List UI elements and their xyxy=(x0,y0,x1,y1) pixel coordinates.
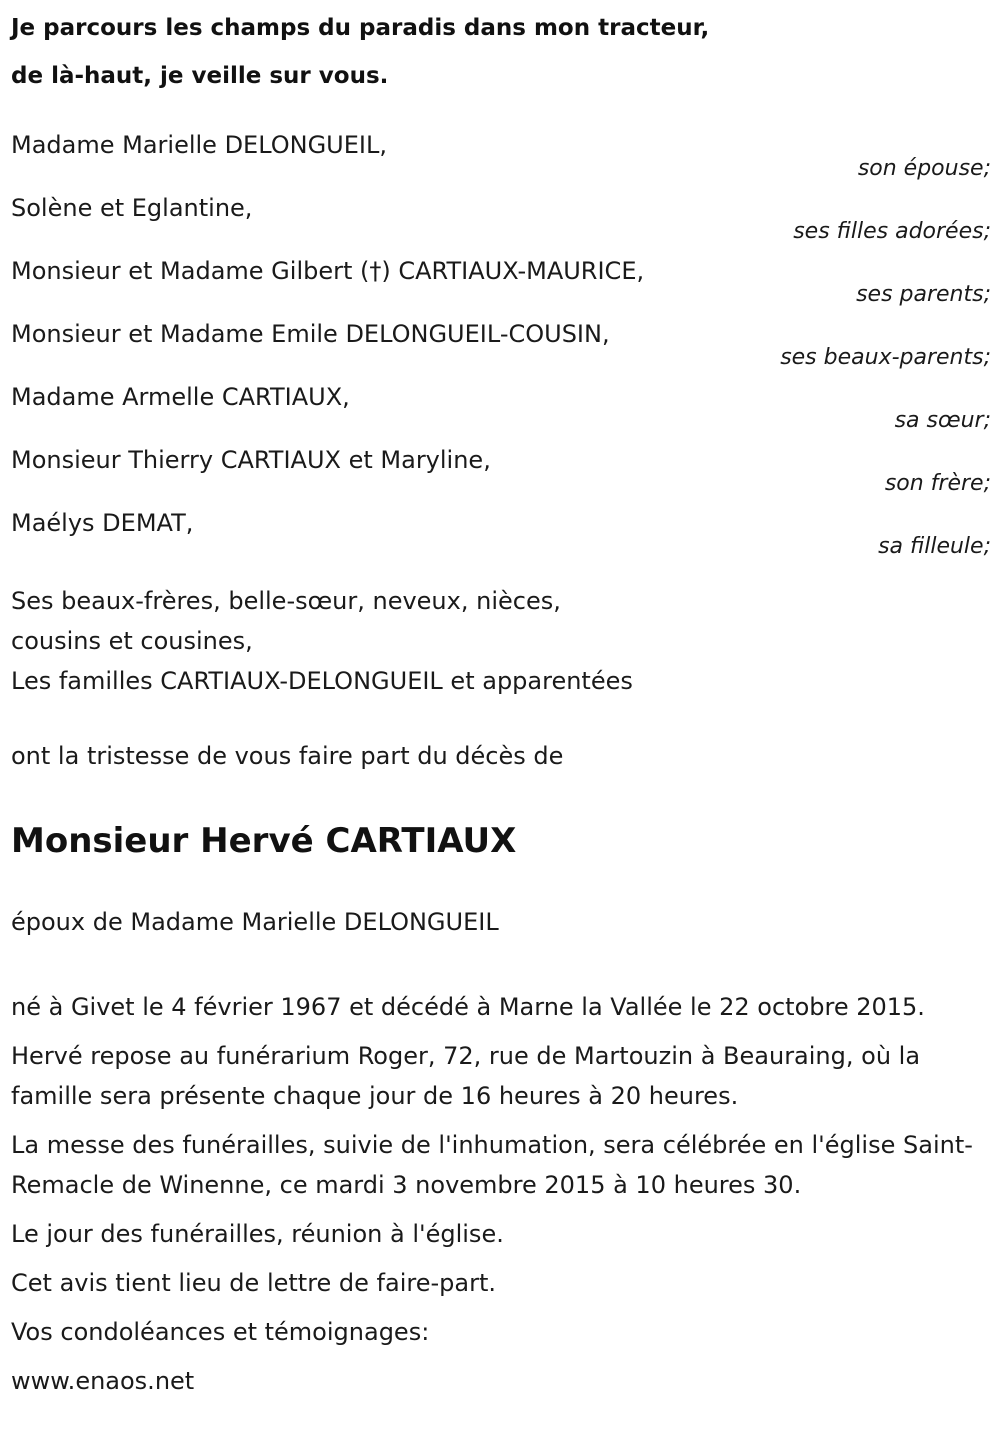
epigraph-line-2: de là-haut, je veille sur vous. xyxy=(11,63,389,89)
family-member-name: Monsieur et Madame Gilbert (†) CARTIAUX-MAURICE, xyxy=(11,257,645,285)
family-entry xyxy=(11,382,991,445)
condolences-paragraph: Vos condoléances et témoignages: xyxy=(11,1318,430,1346)
family-entry xyxy=(11,193,991,256)
epigraph-line-1: Je parcours les champs du paradis dans mon tracteur, xyxy=(11,15,710,41)
website-link[interactable]: www.enaos.net xyxy=(11,1367,195,1395)
extended-family-line-1: Ses beaux-frères, belle-sœur, neveux, nièces, xyxy=(11,587,561,615)
extended-family xyxy=(11,581,991,701)
family-member-relation: ses parents; xyxy=(856,282,991,307)
family-member-relation: son épouse; xyxy=(857,156,991,181)
birth-death-paragraph: né à Givet le 4 février 1967 et décédé à Marne la Vallée le 22 octobre 2015. xyxy=(11,993,925,1021)
family-member-name: Madame Armelle CARTIAUX, xyxy=(11,383,350,411)
family-member-name: Monsieur et Madame Emile DELONGUEIL-COUSIN, xyxy=(11,320,610,348)
family-member-relation: ses beaux-parents; xyxy=(780,345,991,370)
extended-family-line-3: Les familles CARTIAUX-DELONGUEIL et apparentées xyxy=(11,667,633,695)
family-entry xyxy=(11,319,991,382)
family-member-relation: sa filleule; xyxy=(878,534,991,559)
gathering-paragraph: Le jour des funérailles, réunion à l'église. xyxy=(11,1220,504,1248)
family-list xyxy=(11,130,991,571)
family-member-relation: sa sœur; xyxy=(894,408,991,433)
family-member-name: Monsieur Thierry CARTIAUX et Maryline, xyxy=(11,446,491,474)
announcement: ont la tristesse de vous faire part du décès de xyxy=(11,742,564,770)
family-entry xyxy=(11,508,991,571)
family-member-relation: son frère; xyxy=(884,471,991,496)
extended-family-line-2: cousins et cousines, xyxy=(11,627,253,655)
family-entry xyxy=(11,256,991,319)
spouse-line: époux de Madame Marielle DELONGUEIL xyxy=(11,908,499,936)
family-member-name: Maélys DEMAT, xyxy=(11,509,194,537)
notice-paragraph: Cet avis tient lieu de lettre de faire-part. xyxy=(11,1269,496,1297)
obituary-notice xyxy=(11,0,991,1401)
family-member-name: Madame Marielle DELONGUEIL, xyxy=(11,131,387,159)
funerarium-paragraph: Hervé repose au funérarium Roger, 72, rue de Martouzin à Beauraing, où la famille sera présente chaque jour de 16 heures à 20 heures. xyxy=(11,1042,921,1110)
deceased-name: Monsieur Hervé CARTIAUX xyxy=(11,821,517,861)
epigraph xyxy=(11,4,991,100)
family-entry xyxy=(11,130,991,193)
family-member-relation: ses filles adorées; xyxy=(793,219,991,244)
funeral-mass-paragraph: La messe des funérailles, suivie de l'inhumation, sera célébrée en l'église Saint-Remacle de Winenne, ce mardi 3 novembre 2015 à 10 heures 30. xyxy=(11,1131,973,1199)
family-entry xyxy=(11,445,991,508)
family-member-name: Solène et Eglantine, xyxy=(11,194,253,222)
